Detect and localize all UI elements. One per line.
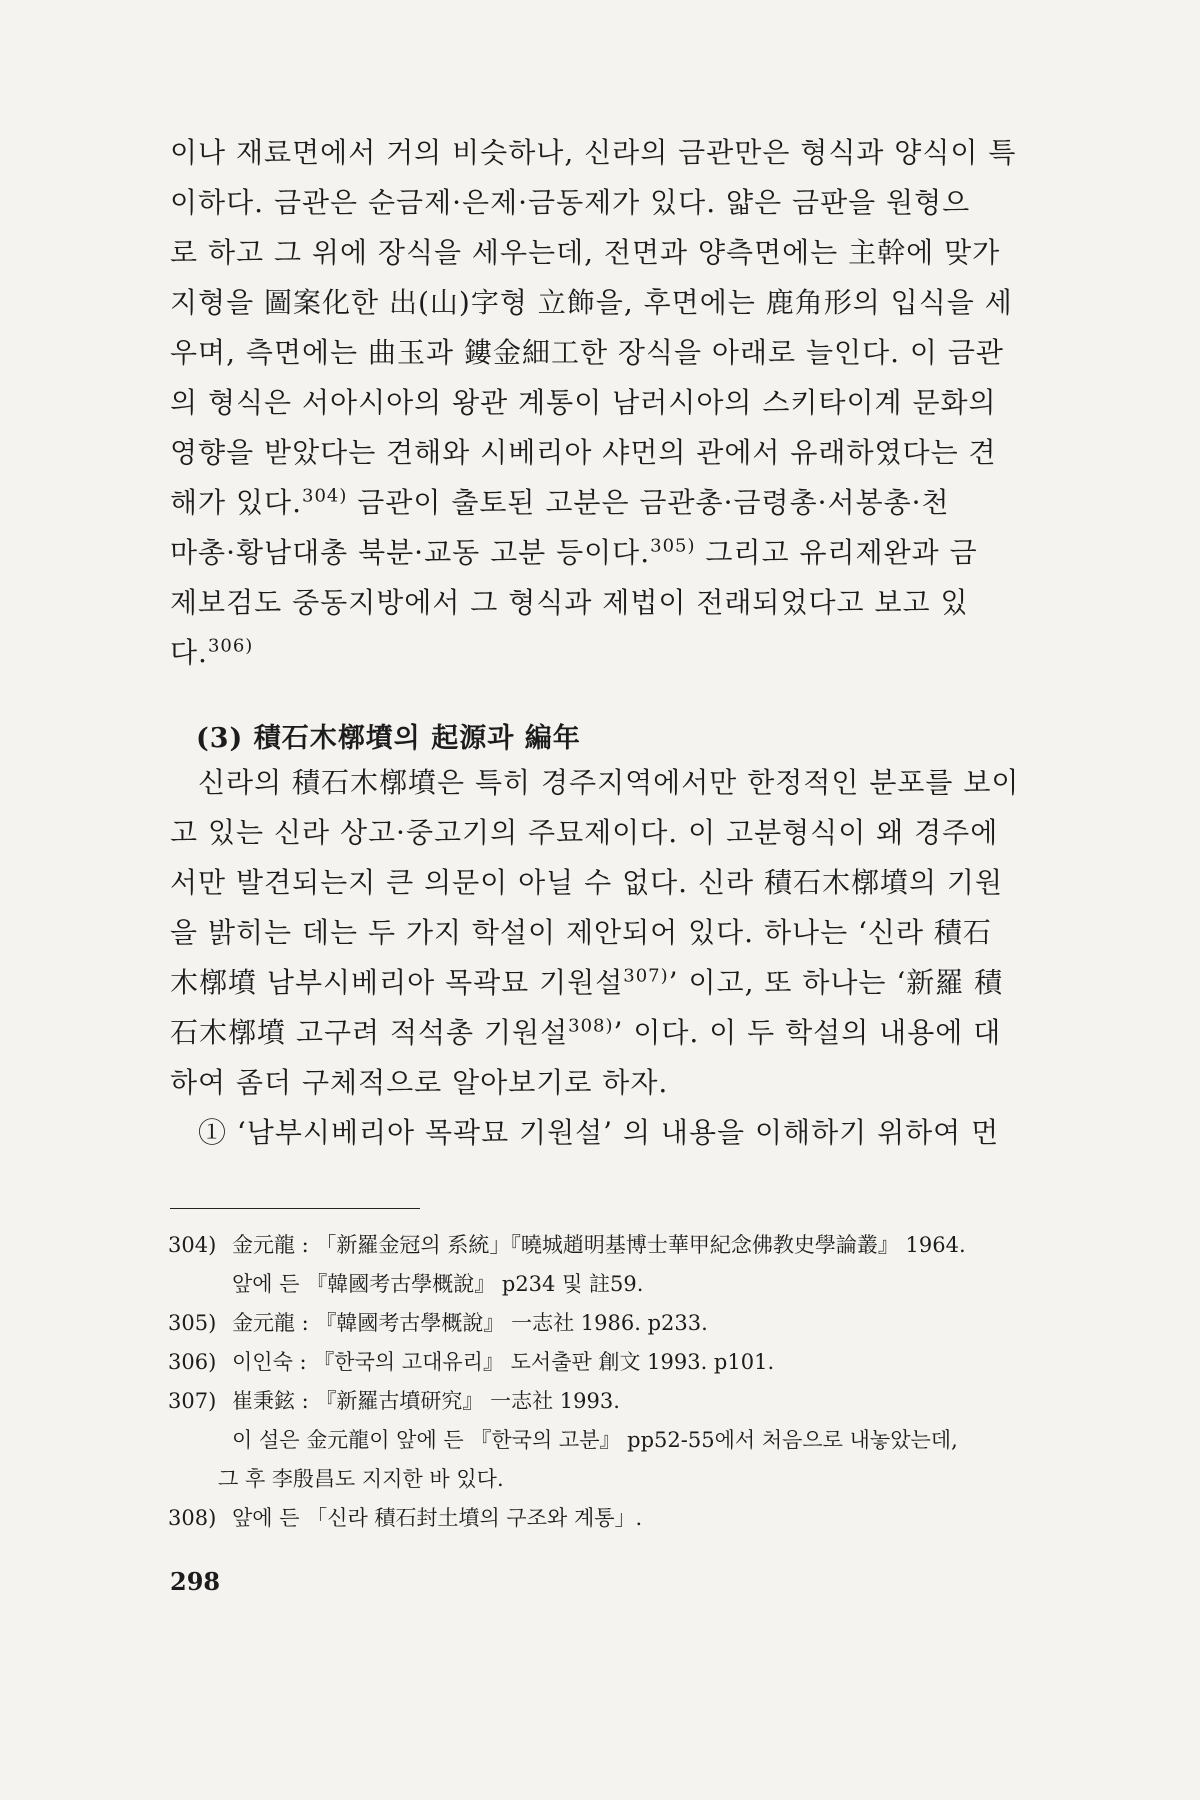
text-line: 하여 좀더 구체적으로 알아보기로 하자. xyxy=(170,1066,669,1099)
footnote-307 xyxy=(168,1382,1048,1421)
footnote-ref-308[interactable]: 308) xyxy=(568,1015,614,1037)
footnote-divider xyxy=(170,1208,420,1209)
paragraph-crown xyxy=(170,128,1048,678)
text-segment: 해가 있다. xyxy=(170,486,302,519)
text-line: 제보검도 중동지방에서 그 형식과 제법이 전래되었다고 보고 있 xyxy=(170,586,969,619)
footnote-305 xyxy=(168,1304,1048,1343)
text-line: 서만 발견되는지 큰 의문이 아닐 수 없다. 신라 積石木槨墳의 기원 xyxy=(170,866,1004,899)
footnote-text: 앞에 든 「신라 積石封土墳의 구조와 계통」. xyxy=(232,1506,643,1530)
text-segment: 木槨墳 남부시베리아 목곽묘 기원설 xyxy=(170,966,624,999)
footnote-number: 305) xyxy=(168,1311,217,1335)
text-line: ① ‘남부시베리아 목곽묘 기원설’ 의 내용을 이해하기 위하여 먼 xyxy=(198,1116,1000,1149)
footnote-306 xyxy=(168,1343,1048,1382)
text-segment: 石木槨墳 고구려 적석총 기원설 xyxy=(170,1016,569,1049)
text-line: 을 밝히는 데는 두 가지 학설이 제안되어 있다. 하나는 ‘신라 積石 xyxy=(170,916,992,949)
footnote-308 xyxy=(168,1499,1048,1538)
footnote-ref-306[interactable]: 306) xyxy=(207,635,254,657)
footnote-ref-307[interactable]: 307) xyxy=(623,965,669,987)
footnote-text: 崔秉鉉 : 『新羅古墳研究』 一志社 1993. xyxy=(232,1389,620,1413)
text-line: 로 하고 그 위에 장식을 세우는데, 전면과 양측면에는 主幹에 맞가 xyxy=(170,236,1001,269)
page-number: 298 xyxy=(170,1567,221,1596)
text-segment: 금관이 출토된 고분은 금관총·금령총·서봉총·천 xyxy=(347,486,950,519)
text-line xyxy=(170,478,1048,528)
footnote-continuation: 이 설은 金元龍이 앞에 든 『한국의 고분』 pp52-55에서 처음으로 내놓았는데, xyxy=(232,1428,958,1452)
footnote-text: 金元龍 : 「新羅金冠의 系統」『曉城趙明基博士華甲紀念佛教史學論叢』 1964. xyxy=(232,1233,966,1257)
text-line: 지형을 圖案化한 出(山)字형 立飾을, 후면에는 鹿角形의 입식을 세 xyxy=(170,286,1013,319)
footnote-number: 307) xyxy=(168,1389,217,1413)
footnote-number: 304) xyxy=(168,1233,217,1257)
text-line: 의 형식은 서아시아의 왕관 계통이 남러시아의 스키타이계 문화의 xyxy=(170,386,997,419)
text-line xyxy=(170,1008,1048,1058)
footnote-text: 金元龍 : 『韓國考古學概說』 一志社 1986. p233. xyxy=(232,1311,708,1335)
text-segment: 마총·황남대총 북분·교동 고분 등이다. xyxy=(170,536,651,569)
text-segment: 그리고 유리제완과 금 xyxy=(695,536,978,569)
footnote-number: 308) xyxy=(168,1506,217,1530)
footnotes xyxy=(168,1226,1048,1538)
text-segment: 다. xyxy=(170,636,208,669)
text-line: 우며, 측면에는 曲玉과 鏤金細工한 장식을 아래로 늘인다. 이 금관 xyxy=(170,336,1004,369)
text-line: 고 있는 신라 상고·중고기의 주묘제이다. 이 고분형식이 왜 경주에 xyxy=(170,816,999,849)
footnote-number: 306) xyxy=(168,1350,217,1374)
footnote-ref-304[interactable]: 304) xyxy=(302,485,348,507)
text-line: 영향을 받았다는 견해와 시베리아 샤먼의 관에서 유래하였다는 견 xyxy=(170,436,997,469)
text-segment: ’ 이다. 이 두 학설의 내용에 대 xyxy=(613,1016,1002,1049)
text-line xyxy=(170,958,1048,1008)
text-line: 이하다. 금관은 순금제·은제·금동제가 있다. 얇은 금판을 원형으 xyxy=(170,186,971,219)
text-line: 신라의 積石木槨墳은 특히 경주지역에서만 한정적인 분포를 보이 xyxy=(198,766,1020,799)
footnote-ref-305[interactable]: 305) xyxy=(650,535,696,557)
footnote-continuation: 앞에 든 『韓國考古學概說』 p234 및 註59. xyxy=(232,1272,644,1296)
footnote-continuation: 그 후 李殷昌도 지지한 바 있다. xyxy=(218,1467,504,1491)
footnote-text: 이인숙 : 『한국의 고대유리』 도서출판 創文 1993. p101. xyxy=(232,1350,775,1374)
text-line xyxy=(170,528,1048,578)
text-line xyxy=(170,628,1048,678)
footnote-304 xyxy=(168,1226,1048,1265)
text-line: 이나 재료면에서 거의 비슷하나, 신라의 금관만은 형식과 양식이 특 xyxy=(170,136,1017,169)
section-heading: (3) 積石木槨墳의 起源과 編年 xyxy=(196,723,581,754)
paragraph-origin xyxy=(170,758,1048,1158)
text-segment: ’ 이고, 또 하나는 ‘新羅 積 xyxy=(668,966,1004,999)
